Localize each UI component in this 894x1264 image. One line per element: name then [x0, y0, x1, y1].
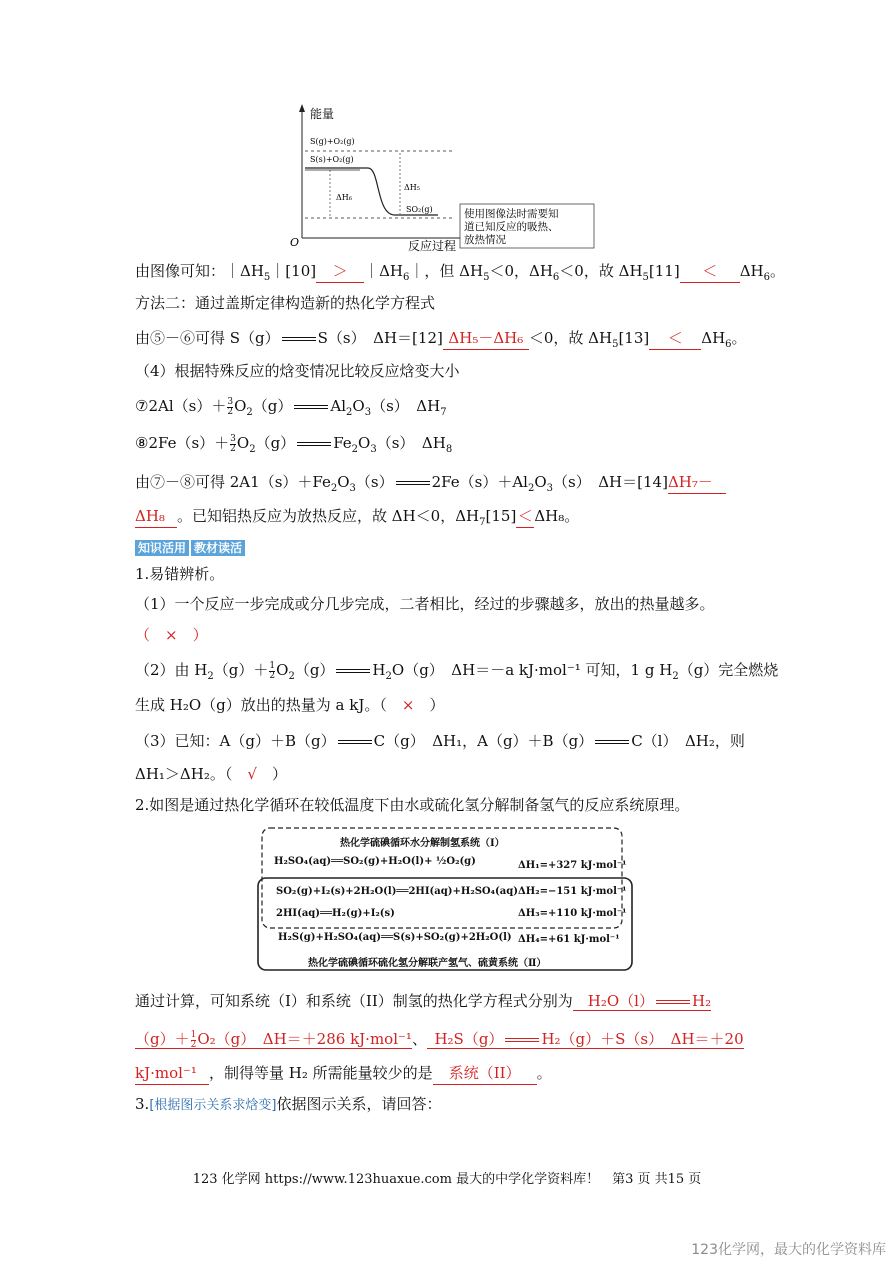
reaction-4: H₂S(g)+H₂SO₄(aq)══S(s)+SO₂(g)+2H₂O(l): [278, 932, 512, 943]
q2-answer-line2: （g）＋ $\frac{1}{2}$ O₂（g） ΔH＝＋286 kJ·mol⁻¹、 H₂S（g） H₂（g）＋S（s） ΔH＝＋20: [135, 1029, 744, 1050]
answer-13: ＜: [649, 327, 701, 350]
reaction-3-dh: ΔH₃=+110 kJ·mol⁻¹: [518, 908, 627, 919]
q1-item-2: （2）由 $H_2(g)+$ $\frac{1}{2}$ $O_2(g)$ $H_2O(g)$ ΔH＝－a kJ·mol⁻¹ 可知，1 g $H_2(g)$完全燃烧: [135, 660, 779, 682]
answer-system1-part1: H₂O（l） H₂: [573, 992, 711, 1011]
watermark: 123化学网，最大的化学资料库: [691, 1242, 886, 1258]
q1-item-2-line2: 生成 H₂O（g）放出的热量为 a kJ。（ × ）: [135, 696, 445, 714]
q3-tag: [根据图示关系求焓变]: [149, 1098, 277, 1113]
sulfur-iodine-cycle-diagram: [256, 826, 636, 974]
dh6-label: ΔH₆: [336, 193, 352, 202]
reaction-3: 2HI(aq)══H₂(g)+I₂(s): [276, 908, 395, 919]
answer-system2-part2: kJ·mol⁻¹: [135, 1062, 209, 1085]
level-mid-label: S(s)+O₂(g): [310, 155, 354, 164]
answer-14-part1: ΔH₇－: [668, 471, 726, 494]
reaction-2: SO₂(g)+I₂(s)+2H₂O(l)══2HI(aq)+H₂SO₄(aq): [276, 886, 518, 897]
y-axis-label: 能量: [310, 107, 335, 121]
line-graph-conclusion: 由图像可知：$|\Delta H_5|[10]$ ＞ $|\Delta H_6|$，但 $\Delta H_5<0$，$\Delta H_6<0$，故 $\Delta H_5[11] < \Delta H_6$。: [135, 262, 786, 283]
answer-10: ＞: [316, 260, 364, 283]
q2-title: 2.如图是通过热化学循环在较低温度下由水或硫化氢分解制备氢气的反应系统原理。: [135, 796, 690, 814]
q3-title: 3.[根据图示关系求焓变]依据图示关系，请回答：: [135, 1095, 442, 1113]
note-line-3: 放热情况: [464, 234, 506, 246]
reaction-1-dh: ΔH₁=+327 kJ·mol⁻¹: [518, 860, 627, 871]
line-thermite-conclusion: ΔH₈ 。已知铝热反应为放热反应，故 ΔH＜0，$\Delta H_7[15]< \Delta H_8$。: [135, 507, 580, 528]
answer-less-energy-system: 系统（II）: [433, 1062, 537, 1085]
q1-item-3-answer: √: [247, 765, 257, 783]
q1-title: 1.易错辨析。: [135, 565, 225, 583]
dh5-label: ΔH₅: [404, 183, 420, 192]
reaction-4-dh: ΔH₄=+61 kJ·mol⁻¹: [518, 934, 620, 945]
q1-item-3: （3）已知：A（g）＋B（g） C（g） ΔH₁，A（g）＋B（g） C（l） ΔH₂，则: [135, 732, 745, 750]
q1-item-1: （1）一个反应一步完成或分几步完成，二者相比，经过的步骤越多，放出的热量越多。: [135, 595, 715, 613]
answer-system1-part2: （g）＋ $\frac{1}{2}$ O₂（g） ΔH＝＋286 kJ·mol⁻¹: [135, 1029, 412, 1050]
note-line-2: 道已知反应的吸热、: [464, 221, 559, 233]
q2-answer-line1: 通过计算，可知系统（I）和系统（II）制氢的热化学方程式分别为 H₂O（l） H₂: [135, 992, 712, 1010]
line-hess-sulfur: 由⑤－⑥可得 S（g） S（s） ΔH＝[12] ΔH₅－ΔH₆ ＜0，故 $\Delta H_5[13] < \Delta H_6$。: [135, 329, 747, 350]
answer-15: ＜: [516, 505, 534, 528]
q1-item-2-answer: ×: [401, 696, 415, 714]
equation-7: ⑦2Al（s）＋ $\frac{3}{2}$ $O_2(g)$ $Al_2O_3(s)$ $\Delta H_7$: [135, 396, 447, 418]
subsection-4-heading: （4）根据特殊反应的焓变情况比较反应焓变大小: [135, 362, 460, 380]
note-line-1: 使用图像法时需要知: [464, 208, 559, 220]
equation-8: ⑧2Fe（s）＋ $\frac{3}{2}$ $O_2(g)$ $Fe_2O_3(s)$ $\Delta H_8$: [135, 433, 453, 455]
system-1-title: 热化学硫碘循环水分解制氢系统（Ⅰ）: [340, 838, 505, 849]
reaction-2-dh: ΔH₂=−151 kJ·mol⁻¹: [518, 886, 627, 897]
answer-12: ΔH₅－ΔH₆: [443, 327, 529, 350]
reaction-1: H₂SO₄(aq)══SO₂(g)+H₂O(l)+ ½O₂(g): [274, 856, 476, 867]
level-top-label: S(g)+O₂(g): [310, 137, 355, 146]
answer-14-part2: ΔH₈: [135, 505, 177, 528]
system-2-title: 热化学硫碘循环硫化氢分解联产氢气、硫黄系统（Ⅱ）: [308, 958, 547, 969]
method-two-heading: 方法二：通过盖斯定律构造新的热化学方程式: [135, 294, 436, 312]
q1-item-3-line2: ΔH₁＞ΔH₂。（ √ ）: [135, 765, 287, 783]
page-footer: 123 化学网 https://www.123huaxue.com 最大的中学化学资料库！ 第3 页 共15 页: [192, 1172, 702, 1187]
q2-answer-line3: kJ·mol⁻¹ ，制得等量 H₂ 所需能量较少的是 系统（II） 。: [135, 1062, 552, 1085]
x-axis-label: 反应过程: [408, 239, 457, 253]
tag-textbook: 教材读活: [191, 540, 245, 556]
energy-diagram: [280, 100, 610, 260]
tag-knowledge: 知识活用: [135, 540, 189, 556]
origin-label: O: [290, 236, 300, 249]
line-hess-thermite: 由⑦－⑧可得 $2A1(s)+Fe_2O_3(s)$ $2Fe(s)+Al_2O_3(s)$ ΔH＝[14]ΔH₇－: [135, 471, 726, 500]
answer-system2-part1: H₂S（g） H₂（g）＋S（s） ΔH＝＋20: [427, 1030, 744, 1049]
answer-11: ＜: [680, 260, 740, 283]
section-tags: [135, 536, 247, 558]
level-bottom-label: SO₂(g): [406, 205, 433, 214]
q1-item-1-answer: （ × ）: [135, 626, 208, 644]
